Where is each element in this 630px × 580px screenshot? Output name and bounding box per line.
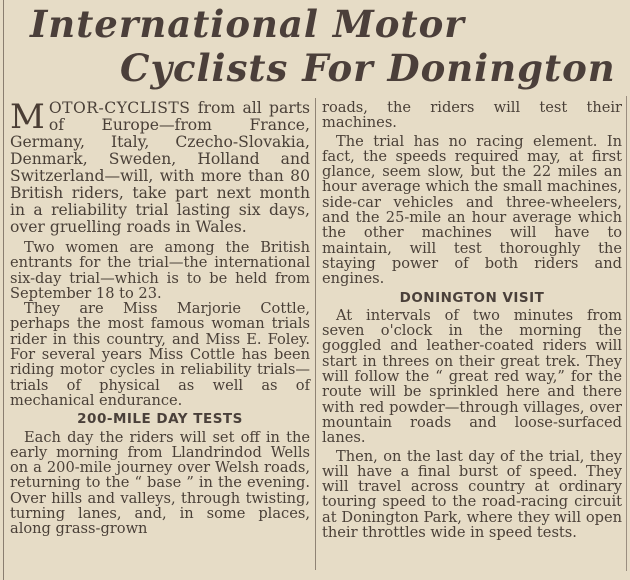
- paragraph-cottle: They are Miss Marjorie Cottle, perhaps the most famous woman trials rider in this country, and Miss E. Foley. For several years Miss Cottle has been riding motor cycles in reliability trials—trials of physical as well as of mechanical endurance.: [10, 300, 310, 409]
- subhead-donington-visit: DONINGTON VISIT: [399, 289, 545, 306]
- paragraph-two-women: Two women are among the British entrants for the trial—the international six-day trial—which is to be held from September 18 to 23.: [10, 239, 310, 302]
- lead-caps: OTOR-CYCLISTS: [48, 99, 191, 117]
- headline-line-2: Cyclists For Donington: [120, 46, 616, 90]
- paragraph-continued: roads, the riders will test their machines.: [322, 99, 622, 132]
- left-column: [10, 97, 310, 538]
- headline-line-1: International Motor: [30, 2, 465, 46]
- subhead-200-mile: 200-MILE DAY TESTS: [77, 411, 243, 428]
- right-column-rule: [626, 96, 627, 571]
- paragraph-each-day: Each day the riders will set off in the early morning from Llandrindod Wells on a 200-mile journey over Welsh roads, returning to the “ base ” in the evening. Over hills and valleys, through twisting, turning lanes, and, in some places, along grass-grown: [10, 428, 310, 538]
- center-column-rule: [315, 98, 316, 570]
- headline: [0, 0, 630, 96]
- right-column: [322, 100, 622, 540]
- lead-text: from all parts of Europe—from France, Germany, Italy, Czecho-Slovakia, Denmark, Sweden, Holland and Switzerland—will, with more than 80 British riders, take part next month in a reliability trial lasting six days, over gruelling roads in Wales.: [10, 99, 310, 236]
- drop-cap: M: [10, 97, 45, 137]
- paragraph-no-racing: The trial has no racing element. In fact, the speeds required may, at first glance, seem slow, but the 22 miles an hour average which the small machines, side-car vehicles and three-wheelers, and the 25-mile an hour average which the other machines will have to maintain, will test thoroughly the staying power of both riders and engines.: [322, 132, 622, 288]
- lead-paragraph: [10, 97, 310, 236]
- paragraph-last-day: Then, on the last day of the trial, they will have a final burst of speed. They will travel across country at ordinary touring speed to the road-racing circuit at Donington Park, where they will open their throttles wide in speed tests.: [322, 447, 622, 542]
- paragraph-intervals: At intervals of two minutes from seven o'clock in the morning the goggled and leather-coated riders will start in threes on their great trek. They will follow the “ great red way,” for the route will be sprinkled here and there with red powder—through villages, over mountain roads and loose-surfaced lanes.: [322, 306, 622, 447]
